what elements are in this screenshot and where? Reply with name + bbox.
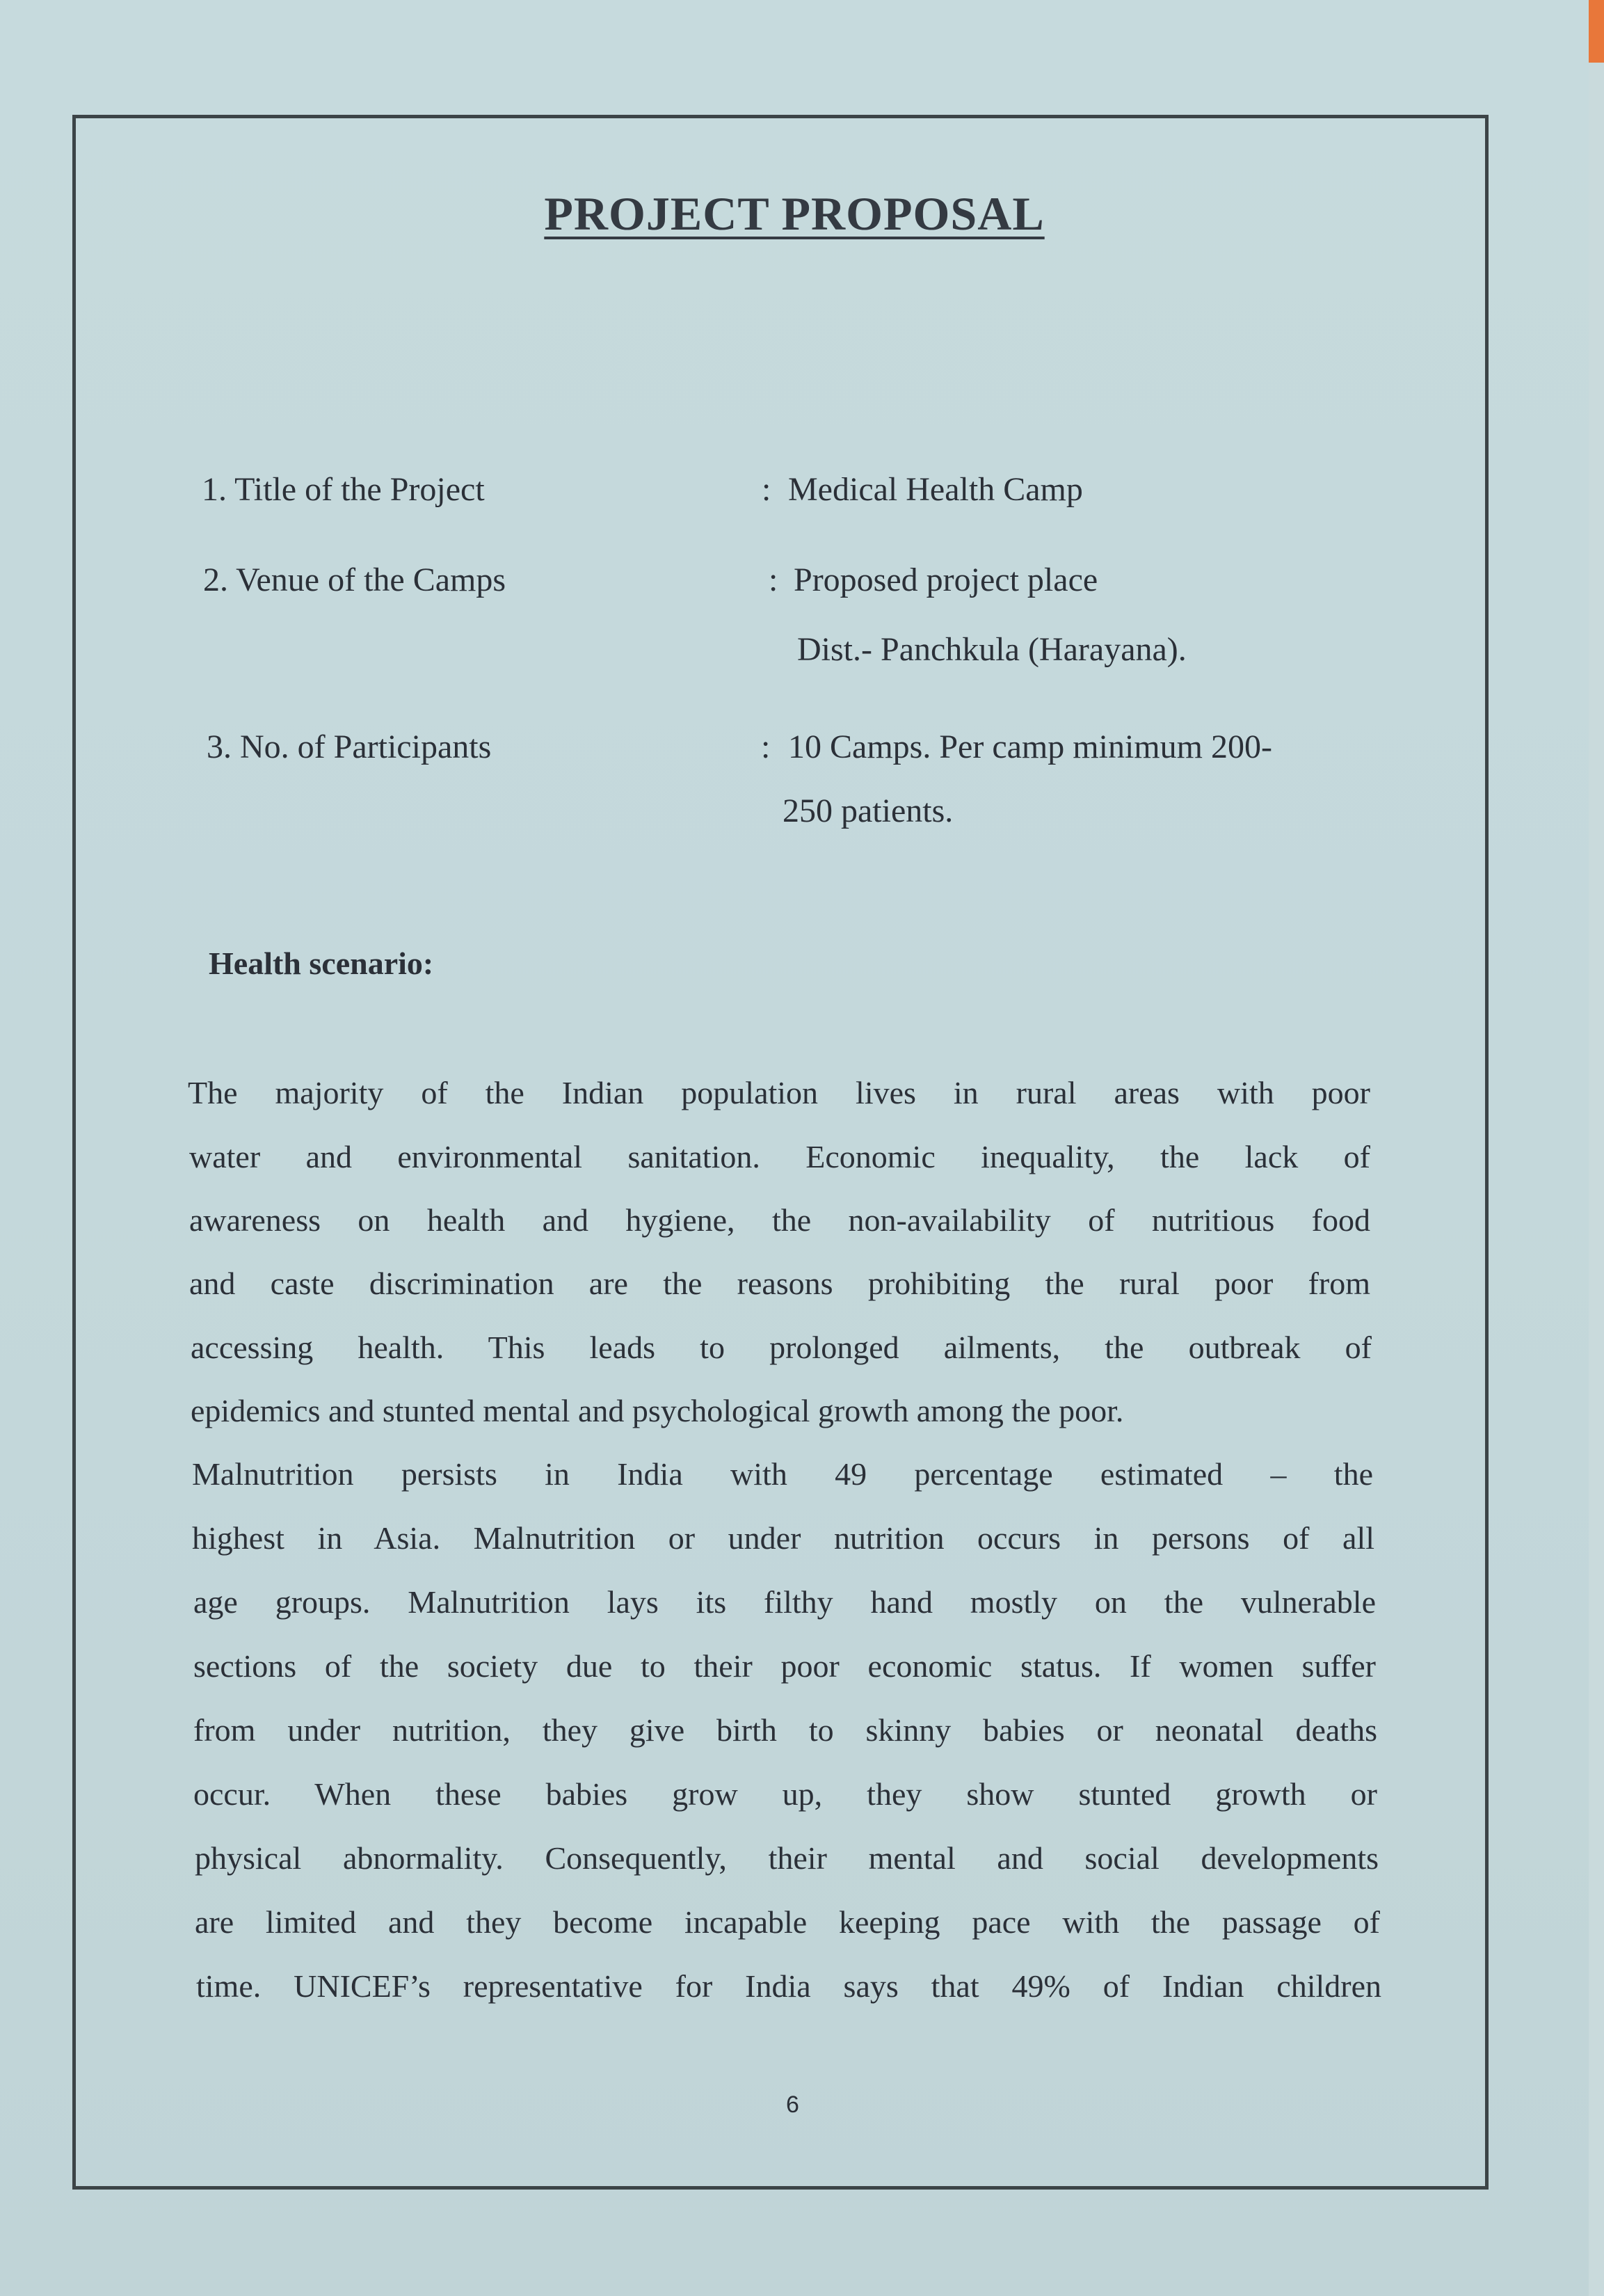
body-line: The majority of the Indian population lives in rural areas with poor [188, 1075, 1370, 1110]
body-line: Malnutrition persists in India with 49 percentage estimated – the [192, 1456, 1373, 1492]
section-heading-health-scenario: Health scenario: [209, 946, 434, 981]
page-number: 6 [786, 2091, 799, 2118]
document-title: PROJECT PROPOSAL [544, 187, 1045, 240]
field-label-venue: 2. Venue of the Camps [203, 561, 506, 598]
body-line: water and environmental sanitation. Economic inequality, the lack of [189, 1139, 1370, 1174]
body-line: awareness on health and hygiene, the non-availability of nutritious food [189, 1202, 1370, 1238]
field-value-venue-line1: Proposed project place [794, 561, 1098, 598]
field-separator: : [762, 471, 771, 508]
body-line: occur. When these babies grow up, they show stunted growth or [193, 1776, 1377, 1812]
field-label-participants: 3. No. of Participants [207, 728, 492, 765]
field-value-project-title: Medical Health Camp [788, 471, 1083, 508]
field-value-participants-line1: 10 Camps. Per camp minimum 200- [788, 728, 1272, 765]
body-line: sections of the society due to their poor economic status. If women suffer [193, 1648, 1376, 1684]
field-separator: : [769, 561, 778, 598]
body-line: physical abnormality. Consequently, their mental and social developments [195, 1840, 1379, 1876]
body-line: and caste discrimination are the reasons prohibiting the rural poor from [189, 1266, 1370, 1301]
field-value-venue-line2: Dist.- Panchkula (Harayana). [797, 631, 1187, 668]
body-line: accessing health. This leads to prolonged ailments, the outbreak of [191, 1330, 1372, 1365]
body-line: age groups. Malnutrition lays its filthy hand mostly on the vulnerable [193, 1584, 1376, 1620]
body-line: epidemics and stunted mental and psychological growth among the poor. [191, 1393, 1124, 1428]
body-line: are limited and they become incapable keeping pace with the passage of [195, 1904, 1380, 1940]
body-line: highest in Asia. Malnutrition or under nutrition occurs in persons of all [192, 1520, 1374, 1556]
body-line: from under nutrition, they give birth to skinny babies or neonatal deaths [193, 1712, 1377, 1748]
field-value-participants-line2: 250 patients. [783, 792, 954, 829]
field-label-project-title: 1. Title of the Project [202, 471, 485, 508]
field-separator: : [761, 728, 771, 765]
body-line: time. UNICEF’s representative for India says that 49% of Indian children [196, 1968, 1381, 2004]
